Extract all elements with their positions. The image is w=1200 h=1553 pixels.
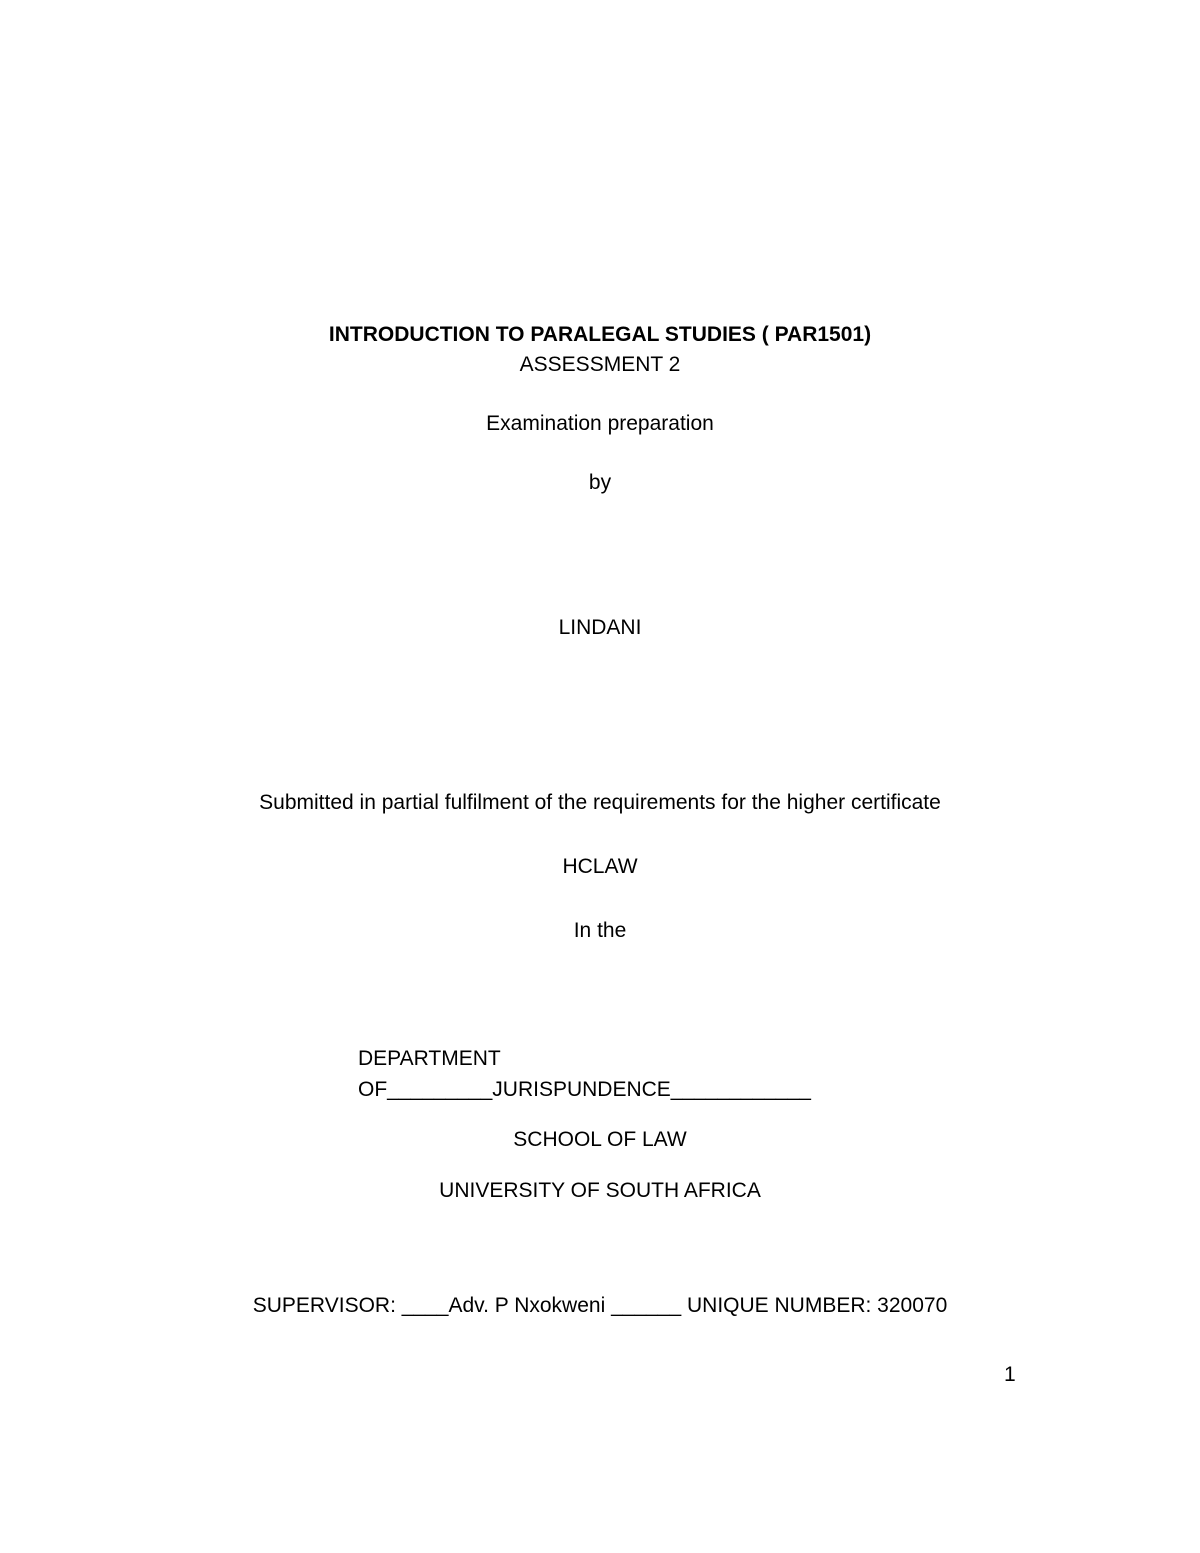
author-name: LINDANI — [558, 616, 642, 639]
page-number: 1 — [1004, 1363, 1016, 1386]
document-subtitle: Examination preparation — [486, 412, 714, 435]
by-label: by — [588, 471, 612, 494]
university-name: UNIVERSITY OF SOUTH AFRICA — [439, 1179, 761, 1202]
school-name: SCHOOL OF LAW — [513, 1128, 687, 1151]
in-the-label: In the — [573, 919, 627, 942]
department-line-2: OF_________JURISPUNDENCE____________ — [358, 1078, 811, 1101]
qualification-code: HCLAW — [562, 855, 638, 878]
assessment-label: ASSESSMENT 2 — [519, 353, 681, 376]
supervisor-and-unique-number: SUPERVISOR: ____Adv. P Nxokweni ______ UNIQUE NUMBER: 320070 — [252, 1294, 948, 1317]
document-title: INTRODUCTION TO PARALEGAL STUDIES ( PAR1501) — [328, 323, 872, 346]
department-line-1: DEPARTMENT — [358, 1047, 501, 1070]
submission-statement: Submitted in partial fulfilment of the requirements for the higher certificate — [259, 791, 941, 814]
